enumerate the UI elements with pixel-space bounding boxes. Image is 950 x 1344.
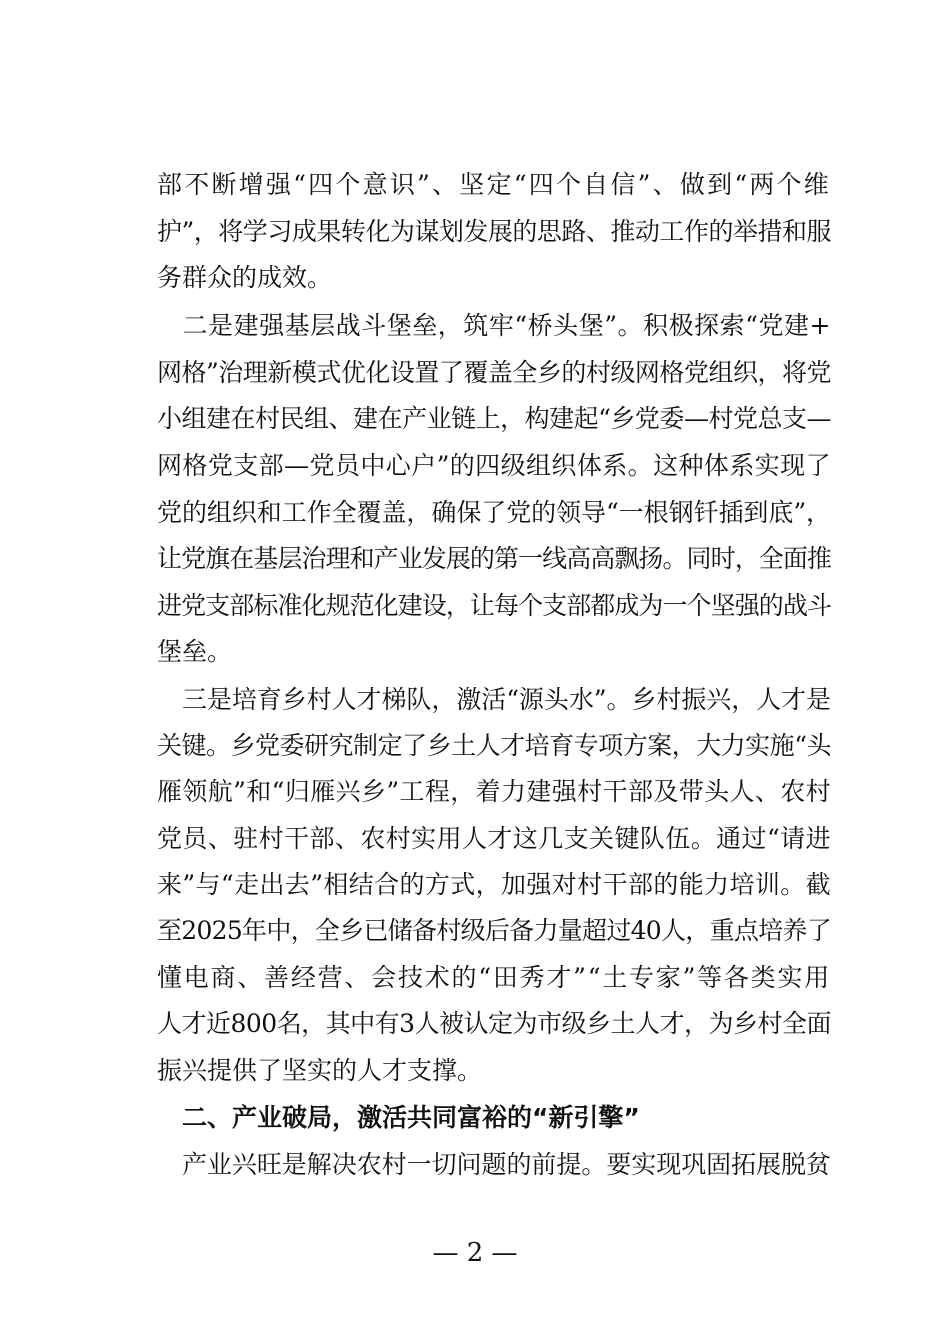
text-line: 来”与“走出去”相结合的方式，加强对村干部的能力培训。截 (157, 870, 831, 899)
text-line: 网格党支部—党员中心户”的四级组织体系。这种体系实现了 (157, 451, 831, 480)
page-number: — 2 — (432, 1238, 518, 1268)
text-line: 产业兴旺是解决农村一切问题的前提。要实现巩固拓展脱贫 (157, 1150, 831, 1179)
text-line: 关键。乡党委研究制定了乡土人才培育专项方案，大力实施“头 (157, 731, 831, 760)
text-line: 雁领航”和“归雁兴乡”工程，着力建强村干部及带头人、农村 (157, 777, 831, 806)
text-line: 部不断增强“四个意识”、坚定“四个自信”、做到“两个维 (157, 170, 831, 199)
text-line: 堡垒。 (157, 637, 233, 666)
text-line: 让党旗在基层治理和产业发展的第一线高高飘扬。同时，全面推 (157, 544, 831, 573)
text-line: 小组建在村民组、建在产业链上，构建起“乡党委—村党总支— (157, 404, 831, 433)
text-line: 护”，将学习成果转化为谋划发展的思路、推动工作的举措和服 (157, 217, 831, 246)
section-heading: 二、产业破局，激活共同富裕的“新引擎” (157, 1103, 640, 1132)
text-line: 网格”治理新模式优化设置了覆盖全乡的村级网格党组织，将党 (157, 358, 831, 387)
text-line: 至2025年中，全乡已储备村级后备力量超过40人，重点培养了 (157, 916, 831, 945)
text-line: 人才近800名，其中有3人被认定为市级乡土人才，为乡村全面 (157, 1009, 831, 1038)
text-line: 懂电商、善经营、会技术的“田秀才”“土专家”等各类实用 (157, 963, 831, 992)
text-line: 党员、驻村干部、农村实用人才这几支关键队伍。通过“请进 (157, 824, 831, 853)
text-line: 进党支部标准化规范化建设，让每个支部都成为一个坚强的战斗 (157, 591, 831, 620)
text-line: 务群众的成效。 (157, 263, 333, 292)
text-line: 三是培育乡村人才梯队，激活“源头水”。乡村振兴，人才是 (157, 685, 831, 714)
text-line: 党的组织和工作全覆盖，确保了党的领导“一根钢钎插到底”， (157, 498, 831, 527)
text-line: 振兴提供了坚实的人才支撑。 (157, 1056, 483, 1085)
text-line: 二是建强基层战斗堡垒，筑牢“桥头堡”。积极探索“党建+ (157, 311, 831, 340)
